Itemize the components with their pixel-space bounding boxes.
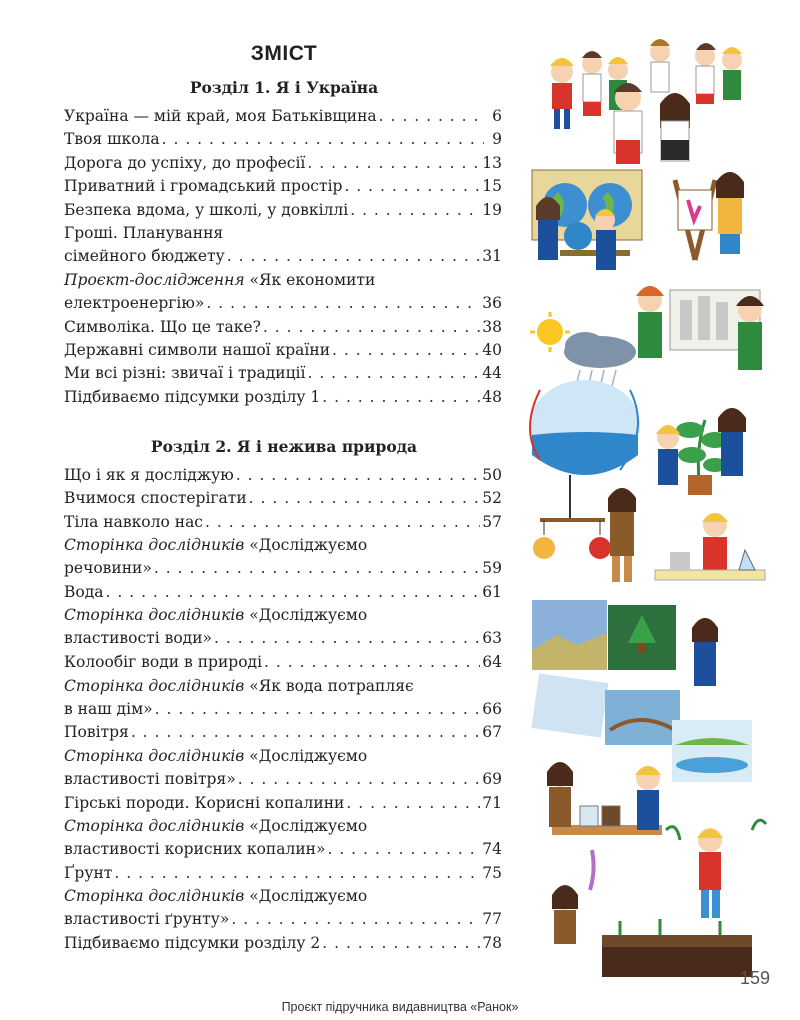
toc-page-number: 77: [482, 910, 502, 929]
section-title: Розділ 2. Я і нежива природа: [150, 437, 418, 456]
toc-entry-line: [64, 745, 502, 768]
toc-entry-line: [64, 557, 502, 580]
toc-entry-title: «Досліджуємо: [244, 606, 368, 625]
toc-entry-type: Сторінка дослідників: [64, 817, 245, 835]
toc-entry: [64, 604, 502, 650]
toc-entry-line: [64, 675, 502, 698]
page-title: ЗМІСТ: [250, 42, 318, 65]
toc-entry-line: [64, 105, 502, 128]
toc-entry-title: Безпека вдома, у школі, у довкіллі: [64, 200, 349, 219]
toc-entry-line: [64, 269, 502, 292]
toc-entry-line: [64, 581, 502, 604]
toc-leader-dots: [249, 487, 481, 510]
toc-leader-dots: [114, 862, 480, 885]
toc-entry-title: властивості повітря»: [64, 769, 236, 788]
toc-leader-dots: [322, 386, 480, 409]
toc-entry-line: [64, 815, 502, 838]
toc-leader-dots: [231, 908, 480, 931]
toc-leader-dots: [379, 105, 484, 128]
toc-entry-line: [64, 386, 502, 409]
toc-entry-line: [64, 698, 502, 721]
toc-page-number: 50: [482, 466, 502, 484]
toc-leader-dots: [236, 464, 481, 487]
sink-experiment-illustration: [655, 513, 765, 580]
toc-leader-dots: [238, 768, 481, 791]
toc-leader-dots: [307, 362, 480, 385]
toc-leader-dots: [322, 932, 480, 955]
toc-entry: [64, 885, 502, 931]
minerals-jars-illustration: [547, 762, 662, 835]
section-title: Розділ 1. Я і Україна: [189, 78, 379, 97]
toc-entry-title: Підбиваємо підсумки розділу 2: [64, 934, 321, 952]
toc-entry-title: Ми всі різні: звичаї і традиції: [64, 364, 306, 383]
toc-entry: [64, 862, 502, 885]
toc-entry-line: [64, 175, 502, 198]
toc-entry: [64, 464, 502, 487]
toc-entry: [64, 932, 502, 955]
toc-page-number: 64: [482, 653, 502, 672]
toc-entry-title: «Досліджуємо: [244, 536, 368, 555]
globe-lesson-illustration: [532, 170, 642, 270]
toc-page-number: 78: [482, 934, 502, 952]
toc-entry: [64, 815, 502, 861]
toc-entry-line: [64, 932, 502, 955]
toc-entry-title: Символіка. Що це таке?: [64, 317, 261, 336]
toc-leader-dots: [227, 245, 481, 268]
engineers-illustration: [636, 286, 764, 370]
toc-entry-type: Сторінка дослідників: [64, 536, 245, 555]
toc-entry-title: Що і як я досліджую: [64, 466, 234, 484]
toc-entry-type: Сторінка дослідників: [64, 606, 245, 625]
toc-leader-dots: [162, 128, 484, 151]
toc-page-number: 52: [482, 489, 502, 508]
toc-entry: [64, 362, 502, 385]
toc-entry-line: [64, 339, 502, 362]
toc-entry-title: властивості корисних копалин»: [64, 840, 326, 858]
toc-entry: [64, 745, 502, 791]
toc-page-number: 9: [492, 130, 502, 149]
toc-entry-title: Державні символи нашої країни: [64, 341, 331, 359]
painter-illustration: [675, 172, 744, 260]
toc-entry: [64, 386, 502, 409]
toc-entry: [64, 222, 502, 268]
toc-page-number: 59: [482, 559, 502, 578]
toc-entry-type: Сторінка дослідників: [64, 676, 245, 695]
toc-entry-line: [64, 885, 502, 908]
toc-page-number: 31: [482, 247, 502, 265]
toc-entry-title: Повітря: [64, 723, 129, 742]
toc-entry-title: «Як економити: [244, 270, 376, 289]
toc-entry-line: [64, 651, 502, 674]
toc-entry-line: [64, 222, 502, 245]
illustrations-column: [520, 30, 785, 990]
page-number: 159: [739, 968, 770, 988]
toc-entry: [64, 487, 502, 510]
toc-entry-title: Приватний і громадський простір: [64, 177, 343, 196]
toc-entry-title: Гірські породи. Корисні копалини: [64, 793, 345, 812]
toc-entry-title: Ґрунт: [64, 863, 113, 882]
toc-entry-type: Сторінка дослідників: [64, 887, 245, 906]
toc-entry-line: [64, 534, 502, 557]
toc-entry: [64, 269, 502, 315]
toc-page-number: 48: [482, 387, 502, 406]
seasons-pictures-illustration: [531, 600, 752, 782]
toc-leader-dots: [206, 292, 480, 315]
toc-page-number: 44: [482, 364, 502, 383]
toc-entry-title: Дорога до успіху, до професії: [64, 153, 306, 172]
toc-entry: [64, 175, 502, 198]
toc-entry-title: Твоя школа: [64, 130, 160, 149]
toc-entry: [64, 721, 502, 744]
toc-leader-dots: [154, 557, 480, 580]
toc-entry-line: [64, 128, 502, 151]
toc-entry: [64, 511, 502, 534]
toc-page-number: 57: [482, 512, 502, 531]
toc-entry-line: [64, 199, 502, 222]
toc-leader-dots: [264, 651, 480, 674]
toc-entry: [64, 792, 502, 815]
toc-page-number: 67: [482, 723, 502, 742]
water-cycle-illustration: [530, 312, 640, 475]
toc-entry-title: «Досліджуємо: [244, 887, 368, 906]
toc-entry-title: Підбиваємо підсумки розділу 1: [64, 387, 321, 406]
toc-entry-line: [64, 487, 502, 510]
toc-entry-title: Вода: [64, 583, 104, 601]
toc-page-number: 13: [482, 153, 502, 172]
toc-entry-line: [64, 464, 502, 487]
balance-illustration: [533, 475, 636, 582]
toc-entry-title: речовини»: [64, 559, 152, 578]
toc-entry-title: Тіла навколо нас: [64, 512, 203, 531]
toc-entry-line: [64, 721, 502, 744]
toc-entry-line: [64, 152, 502, 175]
toc-entry-type: Сторінка дослідників: [64, 746, 245, 765]
toc-entry-line: [64, 362, 502, 385]
toc-leader-dots: [263, 316, 480, 339]
toc-leader-dots: [106, 581, 481, 604]
toc-entry-title: Гроші. Планування: [64, 224, 224, 242]
soil-layers-illustration: [552, 850, 752, 977]
toc-leader-dots: [214, 627, 480, 650]
toc-page-number: 15: [482, 177, 502, 196]
toc-entry-line: [64, 768, 502, 791]
toc-entry-line: [64, 792, 502, 815]
toc-entry-title: в наш дім»: [64, 699, 153, 718]
toc-page-number: 63: [482, 629, 502, 648]
ukraine-children-illustration: [550, 39, 742, 164]
toc-entry: [64, 316, 502, 339]
toc-entry-title: електроенергію»: [64, 293, 205, 312]
toc-page-number: 75: [482, 863, 502, 882]
toc-entry-title: властивості води»: [64, 629, 213, 648]
toc-entry: [64, 339, 502, 362]
toc-entry: [64, 128, 502, 151]
toc-entry-line: [64, 292, 502, 315]
toc-leader-dots: [327, 838, 480, 861]
toc-page-number: 6: [492, 107, 502, 125]
toc-entry-line: [64, 908, 502, 931]
toc-leader-dots: [332, 339, 480, 362]
toc-entry-line: [64, 838, 502, 861]
toc-entry-line: [64, 316, 502, 339]
toc-entry: [64, 651, 502, 674]
toc-entry-line: [64, 862, 502, 885]
toc-leader-dots: [131, 721, 480, 744]
toc-entry: [64, 105, 502, 128]
toc-page-number: 40: [482, 341, 502, 359]
toc-page-number: 66: [482, 699, 502, 718]
toc-entry-title: властивості ґрунту»: [64, 910, 230, 929]
toc-entry-title: «Досліджуємо: [244, 746, 368, 765]
toc-leader-dots: [307, 152, 480, 175]
toc-entry: [64, 581, 502, 604]
toc-page-number: 38: [482, 317, 502, 336]
toc-entry-line: [64, 245, 502, 268]
toc-entry-line: [64, 511, 502, 534]
toc-entry-title: Україна — мій край, моя Батьківщина: [64, 107, 377, 125]
toc-page-number: 74: [482, 840, 502, 858]
footer-text: Проєкт підручника видавництва «Ранок»: [281, 1000, 519, 1014]
toc-leader-dots: [344, 175, 480, 198]
toc-page-number: 36: [482, 293, 502, 312]
toc-entry-title: «Досліджуємо: [244, 817, 368, 835]
boy-with-plants-illustration: [666, 820, 766, 918]
toc-leader-dots: [205, 511, 480, 534]
plant-illustration: [656, 408, 746, 495]
toc-entry: [64, 675, 502, 721]
toc-entry: [64, 534, 502, 580]
toc-entry-title: «Як вода потрапляє: [244, 676, 414, 695]
toc-leader-dots: [155, 698, 481, 721]
toc-entry-title: сімейного бюджету: [64, 247, 225, 265]
toc-leader-dots: [346, 792, 480, 815]
toc-entry-title: Колообіг води в природі: [64, 653, 263, 672]
toc-page-number: 71: [482, 793, 502, 812]
toc-entry: [64, 152, 502, 175]
toc-entry-line: [64, 627, 502, 650]
toc-entry-line: [64, 604, 502, 627]
toc-entry-type: Проєкт-дослідження: [64, 270, 245, 289]
toc-page-number: 69: [482, 769, 502, 788]
toc-page-number: 61: [482, 583, 502, 601]
toc-entry: [64, 199, 502, 222]
toc-leader-dots: [350, 199, 480, 222]
toc-entry-title: Вчимося спостерігати: [64, 489, 247, 508]
toc-page-number: 19: [482, 200, 502, 219]
